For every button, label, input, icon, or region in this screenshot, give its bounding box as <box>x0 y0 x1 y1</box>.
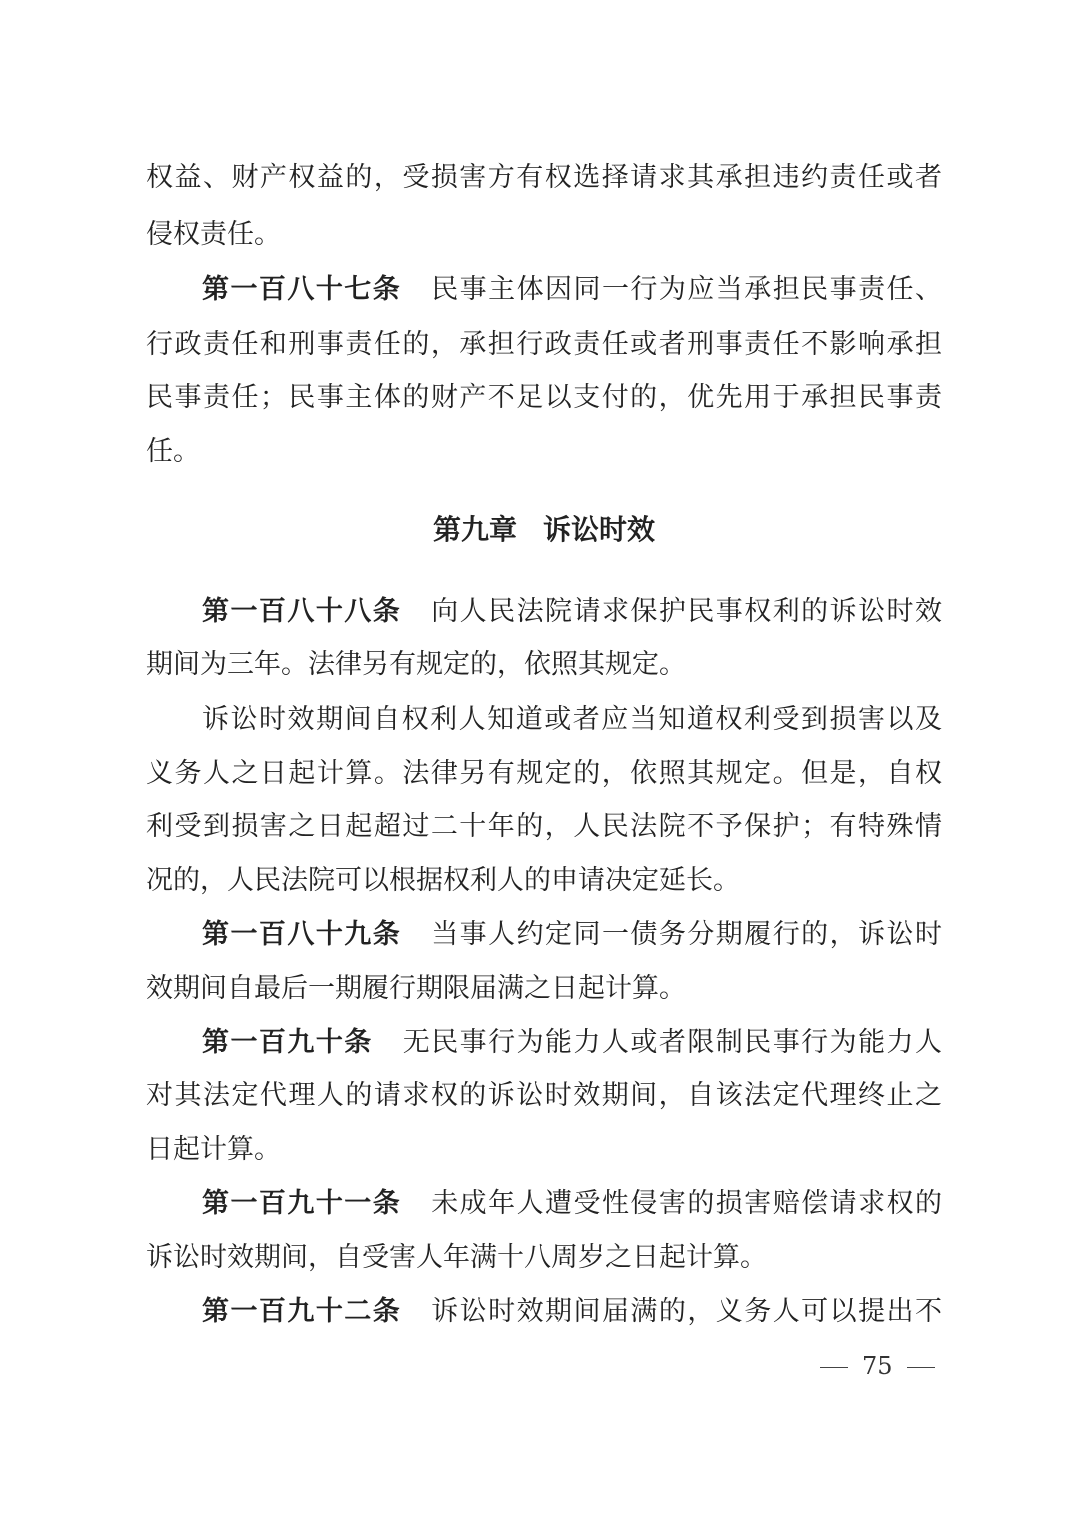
paragraph-line: 权益、财产权益的，受损害方有权选择请求其承担违约责任或者 <box>146 162 942 193</box>
paragraph-line: 任。 <box>146 436 200 467</box>
dash-right <box>907 1367 935 1368</box>
article-190 <box>146 1013 942 1073</box>
chapter-title: 诉讼时效 <box>543 513 656 546</box>
paragraph-line: 义务人之日起计算。法律另有规定的，依照其规定。但是，自权 <box>146 758 942 789</box>
page-number-value: 75 <box>862 1352 893 1380</box>
article-title: 第一百九十二条 <box>202 1296 402 1327</box>
article-text: 无民事行为能力人或者限制民事行为能力人 <box>402 1027 942 1058</box>
article-title: 第一百九十条 <box>202 1027 373 1058</box>
paragraph-line: 利受到损害之日起超过二十年的，人民法院不予保护；有特殊情 <box>146 811 942 842</box>
paragraph-line: 日起计算。 <box>146 1134 281 1165</box>
paragraph-line: 对其法定代理人的请求权的诉讼时效期间，自该法定代理终止之 <box>146 1080 942 1111</box>
article-text: 民事主体因同一行为应当承担民事责任、 <box>431 274 942 305</box>
chapter-heading <box>146 500 942 560</box>
article-title: 第一百八十八条 <box>202 596 402 627</box>
article-189 <box>146 905 942 965</box>
paragraph-line: 行政责任和刑事责任的，承担行政责任或者刑事责任不影响承担 <box>146 329 942 360</box>
article-188 <box>146 582 942 642</box>
article-191 <box>146 1174 942 1234</box>
paragraph-line: 期间为三年。法律另有规定的，依照其规定。 <box>146 649 686 680</box>
dash-left <box>820 1367 848 1368</box>
paragraph-line: 侵权责任。 <box>146 219 281 250</box>
article-text: 向人民法院请求保护民事权利的诉讼时效 <box>431 596 942 627</box>
paragraph-line: 效期间自最后一期履行期限届满之日起计算。 <box>146 973 686 1004</box>
paragraph-line: 诉讼时效期间，自受害人年满十八周岁之日起计算。 <box>146 1242 767 1273</box>
chapter-number: 第九章 <box>432 513 517 546</box>
article-title: 第一百九十一条 <box>202 1188 402 1219</box>
paragraph-line: 况的，人民法院可以根据权利人的申请决定延长。 <box>146 865 740 896</box>
article-title: 第一百八十七条 <box>202 274 402 305</box>
article-text: 当事人约定同一债务分期履行的，诉讼时 <box>431 919 942 950</box>
article-text: 诉讼时效期间届满的，义务人可以提出不 <box>431 1296 942 1327</box>
article-title: 第一百八十九条 <box>202 919 402 950</box>
article-187 <box>146 260 942 320</box>
article-text: 未成年人遭受性侵害的损害赔偿请求权的 <box>431 1188 942 1219</box>
page-number <box>820 1352 960 1380</box>
paragraph-line: 诉讼时效期间自权利人知道或者应当知道权利受到损害以及 <box>202 704 942 735</box>
paragraph-line: 民事责任；民事主体的财产不足以支付的，优先用于承担民事责 <box>146 382 942 413</box>
article-192 <box>146 1282 942 1342</box>
